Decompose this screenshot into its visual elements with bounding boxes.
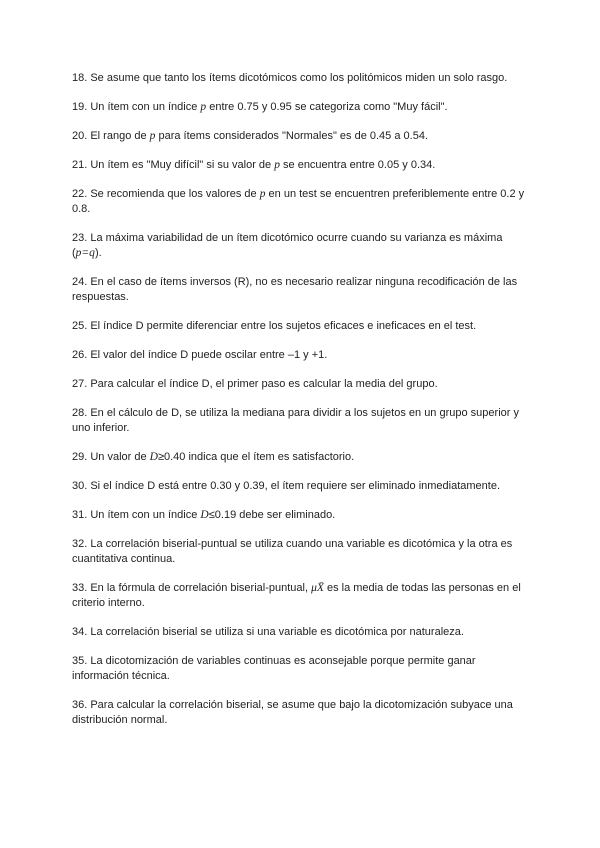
- statement-text: 36. Para calcular la correlación biserial, se asume que bajo la dicotomización subyace una distribución normal.: [72, 699, 513, 726]
- statement-text: 24. En el caso de ítems inversos (R), no es necesario realizar ninguna recodificación de las respuestas.: [72, 276, 518, 303]
- statement-text: 30. Si el índice D está entre 0.30 y 0.39, el ítem requiere ser eliminado inmediatamente.: [72, 480, 501, 492]
- statement-text: 22. Se recomienda que los valores de: [72, 188, 260, 200]
- math-symbol: p: [200, 101, 207, 113]
- statement-list: [72, 71, 532, 742]
- statement-21: [72, 158, 532, 173]
- math-symbol: D: [149, 451, 158, 463]
- statement-text: entre 0.75 y 0.95 se categoriza como "Muy fácil".: [206, 101, 448, 113]
- statement-28: [72, 406, 532, 436]
- statement-31: [72, 508, 532, 523]
- statement-text: 19. Un ítem con un índice: [72, 101, 201, 113]
- statement-text: 33. En la fórmula de correlación biserial-puntual,: [72, 582, 312, 594]
- math-symbol: p: [149, 130, 156, 142]
- statement-26: [72, 348, 532, 363]
- statement-29: [72, 450, 532, 465]
- statement-18: [72, 71, 532, 86]
- statement-text: 29. Un valor de: [72, 451, 150, 463]
- statement-19: [72, 100, 532, 115]
- statement-text: 20. El rango de: [72, 130, 150, 142]
- statement-27: [72, 377, 532, 392]
- statement-text: 35. La dicotomización de variables continuas es aconsejable porque permite ganar información técnica.: [72, 655, 476, 682]
- statement-text: 18. Se asume que tanto los ítems dicotómicos como los politómicos miden un solo rasgo.: [72, 72, 508, 84]
- statement-22: [72, 187, 532, 217]
- statement-text: 23. La máxima variabilidad de un ítem dicotómico ocurre cuando su varianza es máxima (: [72, 232, 503, 259]
- statement-text: 26. El valor del índice D puede oscilar entre –1 y +1.: [72, 349, 328, 361]
- math-symbol: p: [259, 188, 266, 200]
- statement-text: 32. La correlación biserial-puntual se utiliza cuando una variable es dicotómica y la otra es cuantitativa continua.: [72, 538, 513, 565]
- statement-text: 31. Un ítem con un índice: [72, 509, 201, 521]
- statement-24: [72, 275, 532, 305]
- statement-text: se encuentra entre 0.05 y 0.34.: [279, 159, 436, 171]
- statement-text: ≥0.40 indica que el ítem es satisfactorio.: [157, 451, 355, 463]
- statement-text: ).: [94, 247, 102, 259]
- statement-34: [72, 625, 532, 640]
- math-symbol: D: [200, 509, 209, 521]
- statement-25: [72, 319, 532, 334]
- statement-text: en un test se encuentren preferiblemente entre 0.2 y 0.8.: [72, 188, 525, 215]
- math-symbol: p=q: [75, 247, 95, 259]
- statement-35: [72, 654, 532, 684]
- statement-text: ≤0.19 debe ser eliminado.: [208, 509, 336, 521]
- statement-20: [72, 129, 532, 144]
- statement-36: [72, 698, 532, 728]
- statement-33: [72, 581, 532, 611]
- statement-text: 25. El índice D permite diferenciar entre los sujetos eficaces e ineficaces en el test.: [72, 320, 477, 332]
- statement-text: 28. En el cálculo de D, se utiliza la mediana para dividir a los sujetos en un grupo superior y uno inferior.: [72, 407, 519, 434]
- statement-text: para ítems considerados "Normales" es de 0.45 a 0.54.: [155, 130, 428, 142]
- statement-23: [72, 231, 532, 261]
- statement-text: es la media de todas las personas en el criterio interno.: [72, 582, 521, 609]
- statement-32: [72, 537, 532, 567]
- math-symbol: p: [274, 159, 280, 171]
- statement-text: 21. Un ítem es "Muy difícil" si su valor de: [72, 159, 275, 171]
- statement-30: [72, 479, 532, 494]
- statement-text: 27. Para calcular el índice D, el primer paso es calcular la media del grupo.: [72, 378, 438, 390]
- statement-text: 34. La correlación biserial se utiliza si una variable es dicotómica por naturaleza.: [72, 626, 464, 638]
- math-symbol: μX̄: [311, 582, 324, 594]
